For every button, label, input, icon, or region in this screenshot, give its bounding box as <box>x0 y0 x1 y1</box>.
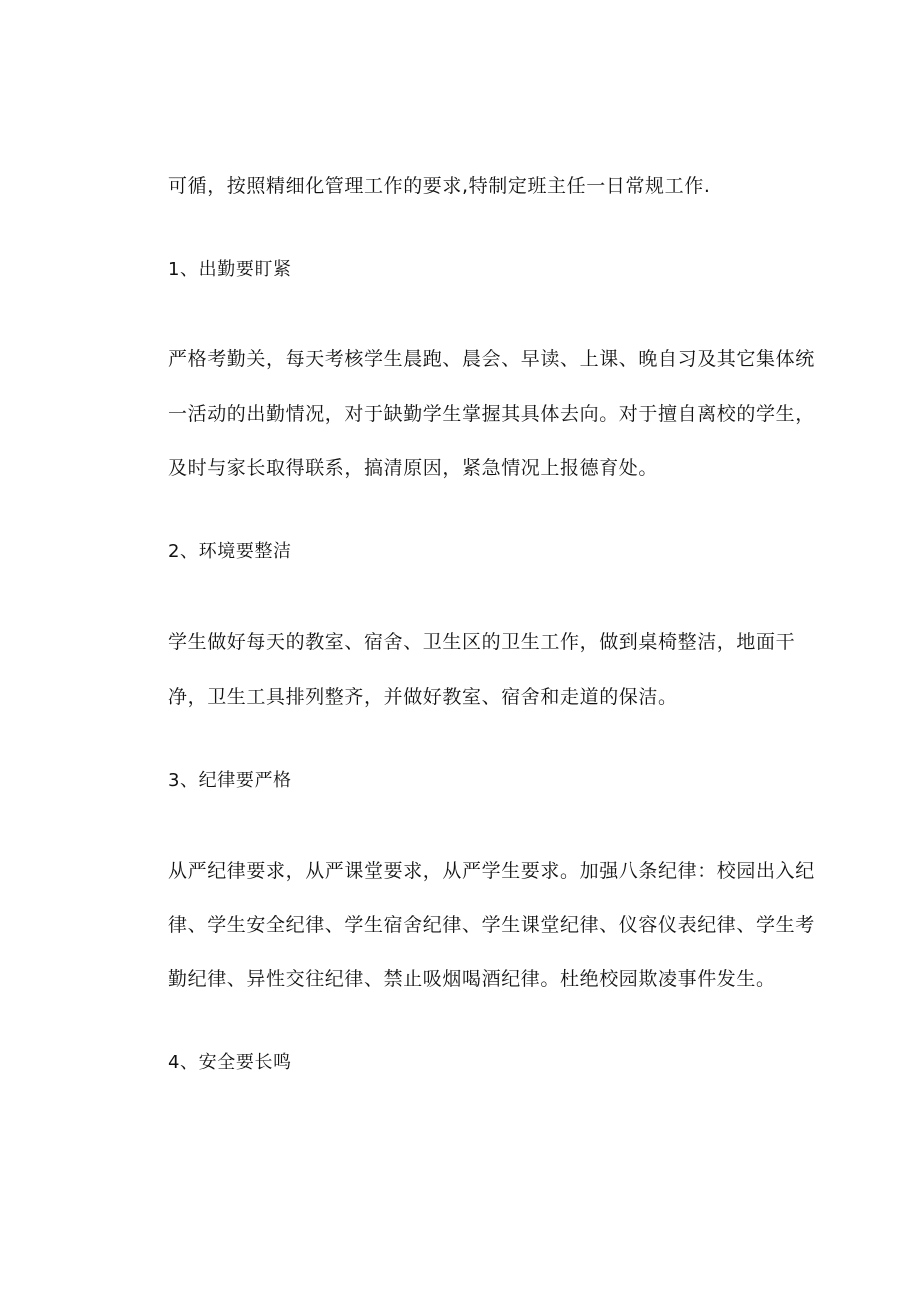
section-2-line-1: 学生做好每天的教室、宿舍、卫生区的卫生工作，做到桌椅整洁，地面干 <box>168 631 796 653</box>
section-3-line-2: 律、学生安全纪律、学生宿舍纪律、学生课堂纪律、仪容仪表纪律、学生考 <box>168 914 815 936</box>
section-4-heading: 4、安全要长鸣 <box>168 1052 292 1073</box>
section-1-heading: 1、出勤要盯紧 <box>168 259 292 280</box>
section-3-line-3: 勤纪律、异性交往纪律、禁止吸烟喝酒纪律。杜绝校园欺凌事件发生。 <box>168 968 776 990</box>
section-3-line-1: 从严纪律要求，从严课堂要求，从严学生要求。加强八条纪律：校园出入纪 <box>168 860 815 882</box>
section-1-line-1: 严格考勤关，每天考核学生晨跑、晨会、早读、上课、晚自习及其它集体统 <box>168 348 815 370</box>
section-1-line-3: 及时与家长取得联系，搞清原因，紧急情况上报德育处。 <box>168 457 659 479</box>
section-2-line-2: 净，卫生工具排列整齐，并做好教室、宿舍和走道的保洁。 <box>168 686 678 708</box>
intro-line: 可循，按照精细化管理工作的要求,特制定班主任一日常规工作. <box>168 175 711 197</box>
section-3-heading: 3、纪律要严格 <box>168 770 292 791</box>
section-2-heading: 2、环境要整洁 <box>168 541 292 562</box>
section-1-line-2: 一活动的出勤情况，对于缺勤学生掌握其具体去向。对于擅自离校的学生， <box>168 403 815 425</box>
